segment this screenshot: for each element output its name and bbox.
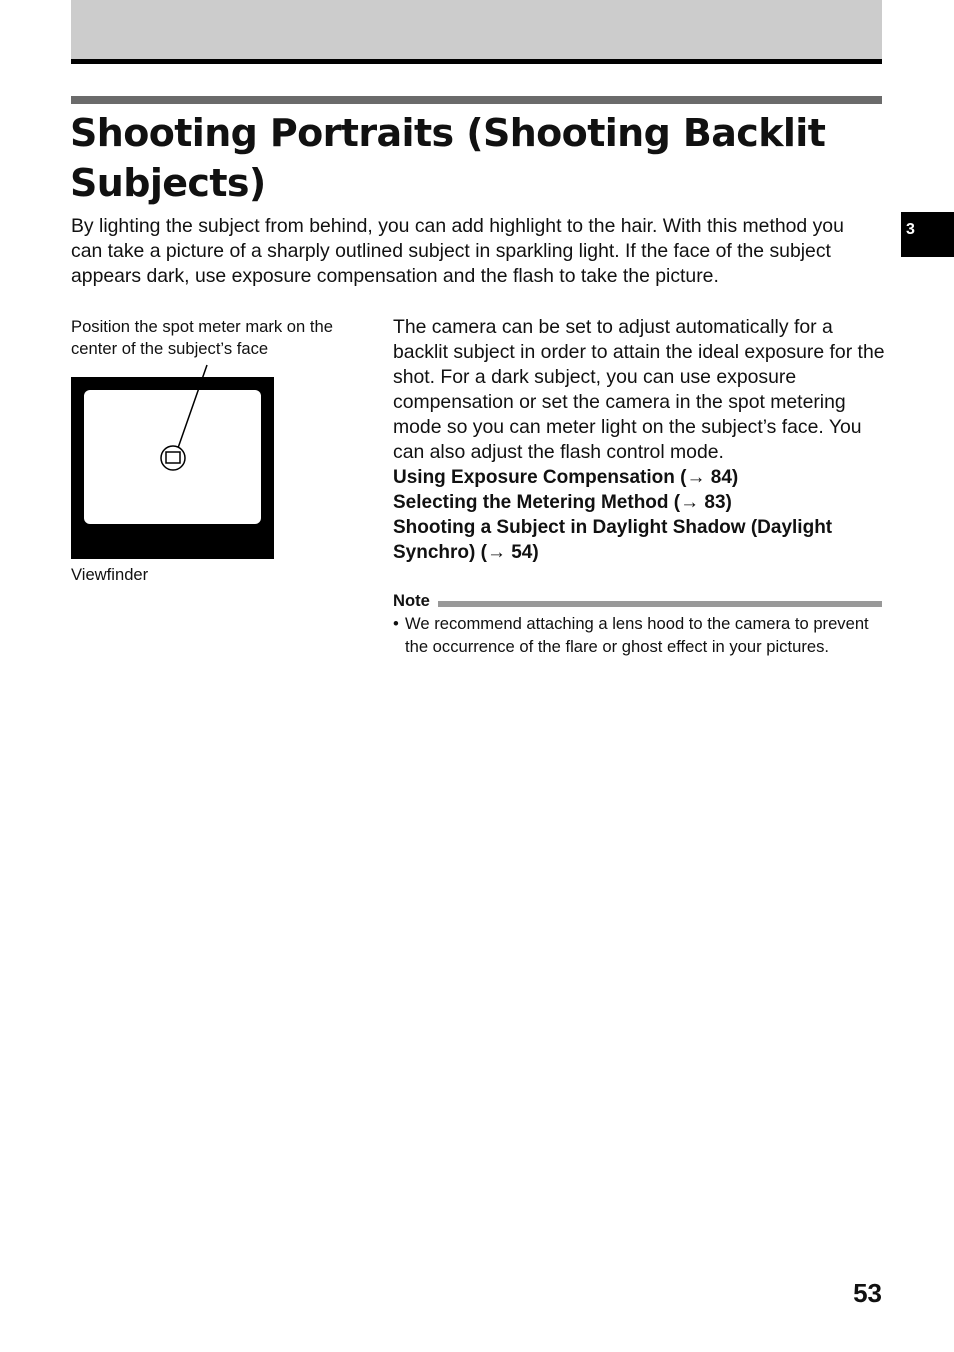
header-band (71, 0, 882, 59)
note-divider (438, 601, 882, 607)
spot-meter-icon (161, 446, 185, 470)
intro-paragraph: By lighting the subject from behind, you can add highlight to the hair. With this method you can take a picture of a sharply outlined subject in sparkling light. If the face of the subject appears dark, use exposure compensation and the flash to take the picture. (71, 215, 844, 287)
reference-page: 84) (710, 467, 739, 488)
note-text: We recommend attaching a lens hood to the camera to prevent the occurrence of the flare or ghost effect in your pictures. (405, 614, 869, 656)
bullet-icon: • (393, 614, 399, 633)
viewfinder-overlay (71, 360, 281, 570)
body-paragraph: The camera can be set to adjust automatically for a backlit subject in order to attain the ideal exposure for the shot. For a dark subject, you can use exposure compensation or set the camera in the spot metering mode so you can meter light on the subject’s face. You can also adjust the flash control mode. (393, 316, 885, 463)
reference-item[interactable] (393, 515, 888, 565)
figure-caption: Position the spot meter mark on the center of the subject’s face (71, 317, 333, 358)
arrow-icon: → (680, 492, 700, 513)
callout-leader-line (178, 365, 207, 448)
reference-item[interactable] (393, 490, 888, 515)
reference-list (393, 465, 888, 565)
note-header (393, 590, 882, 612)
title-rule (71, 96, 882, 104)
viewfinder-label: Viewfinder (71, 565, 149, 584)
reference-page: 54) (511, 542, 539, 563)
reference-text: Using Exposure Compensation ( (393, 467, 687, 488)
arrow-icon: → (686, 467, 706, 488)
reference-page: 83) (704, 492, 732, 513)
note-label: Note (393, 591, 430, 610)
reference-text: Selecting the Metering Method ( (393, 492, 681, 513)
reference-text: Shooting a Subject in Daylight Shadow (Daylight Synchro) ( (393, 517, 833, 563)
note-item (393, 612, 878, 682)
page-title: Shooting Portraits (Shooting Backlit Subjects) (70, 111, 826, 205)
page-number: 53 (853, 1278, 882, 1308)
reference-item[interactable] (393, 465, 888, 490)
chapter-tab: 3 (901, 212, 954, 257)
arrow-icon: → (486, 542, 506, 563)
header-rule (71, 59, 882, 64)
